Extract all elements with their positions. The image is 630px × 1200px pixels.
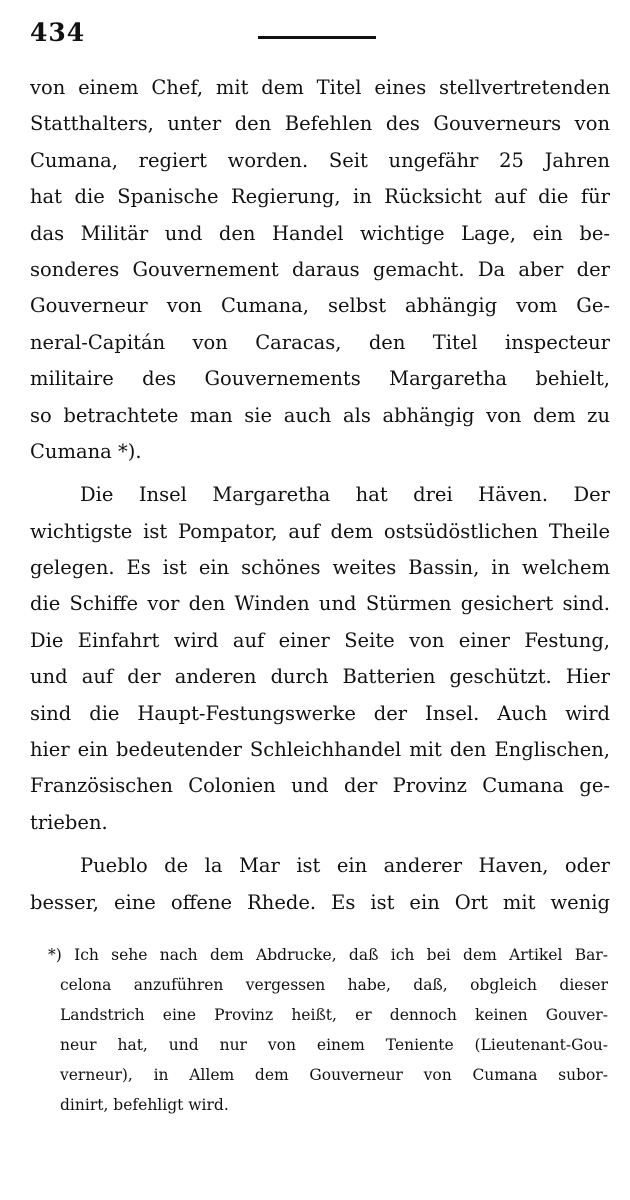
- text-line: Cumana *).: [30, 439, 142, 463]
- footnote-line: Landstrich eine Provinz heißt, er dennoch keinen Gouver-: [60, 1006, 608, 1024]
- text-line: Statthalters, unter den Befehlen des Gouverneurs von: [30, 112, 610, 136]
- paragraph-3: [30, 848, 610, 921]
- text-line: sind die Haupt-Festungswerke der Insel. Auch wird: [30, 701, 610, 725]
- text-line: Die Insel Margaretha hat drei Häven. Der: [80, 483, 610, 507]
- text-line: so betrachtete man sie auch als abhängig von dem zu: [30, 403, 610, 427]
- header-rule: [258, 36, 376, 39]
- text-line: die Schiffe vor den Winden und Stürmen gesichert sind.: [30, 592, 610, 616]
- paragraph-gap: [30, 841, 610, 848]
- footnote-line: dinirt, befehligt wird.: [60, 1096, 229, 1114]
- text-line: Cumana, regiert worden. Seit ungefähr 25 Jahren: [30, 148, 610, 172]
- footnote-line: celona anzuführen vergessen habe, daß, obgleich dieser: [60, 976, 608, 994]
- text-line: sonderes Gouvernement daraus gemacht. Da aber der: [30, 257, 610, 281]
- paragraph-gap: [30, 470, 610, 477]
- footnote-line: neur hat, und nur von einem Teniente (Lieutenant-Gou-: [60, 1036, 608, 1054]
- page-number: 434: [30, 18, 86, 47]
- text-line: und auf der anderen durch Batterien geschützt. Hier: [30, 665, 610, 689]
- text-line: hier ein bedeutender Schleichhandel mit den Englischen,: [30, 738, 610, 762]
- text-line: Pueblo de la Mar ist ein anderer Haven, oder: [80, 854, 610, 878]
- paragraph-2: [30, 477, 610, 841]
- text-line: von einem Chef, mit dem Titel eines stellvertretenden: [30, 76, 610, 99]
- main-text: [30, 70, 610, 921]
- text-line: Französischen Colonien und der Provinz Cumana ge-: [30, 774, 610, 798]
- text-line: wichtigste ist Pompator, auf dem ostsüdöstlichen Theile: [30, 519, 610, 543]
- text-line: besser, eine offene Rhede. Es ist ein Ort mit wenig: [30, 890, 610, 914]
- footnote-line: *) Ich sehe nach dem Abdrucke, daß ich bei dem Artikel Bar-: [48, 946, 608, 964]
- footnote-line: verneur), in Allem dem Gouverneur von Cumana subor-: [60, 1066, 608, 1084]
- text-line: gelegen. Es ist ein schönes weites Bassin, in welchem: [30, 556, 610, 580]
- text-line: das Militär und den Handel wichtige Lage, ein be-: [30, 221, 610, 245]
- footnote: [48, 940, 608, 1120]
- text-line: hat die Spanische Regierung, in Rücksicht auf die für: [30, 185, 610, 209]
- text-line: Die Einfahrt wird auf einer Seite von einer Festung,: [30, 628, 610, 652]
- text-line: trieben.: [30, 810, 108, 834]
- text-line: neral-Capitán von Caracas, den Titel inspecteur: [30, 330, 610, 354]
- text-line: militaire des Gouvernements Margaretha behielt,: [30, 367, 610, 391]
- paragraph-1: [30, 70, 610, 470]
- text-line: Gouverneur von Cumana, selbst abhängig vom Ge-: [30, 294, 610, 318]
